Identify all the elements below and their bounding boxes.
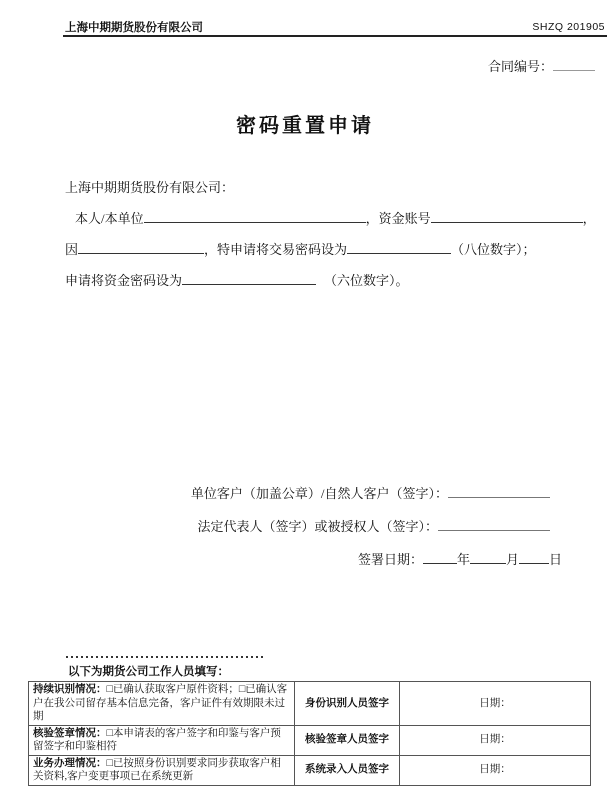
trade-password-label: ，特申请将交易密码设为 (204, 242, 348, 257)
applicant-name-blank[interactable] (144, 209, 366, 223)
identification-situation-text: □已确认获取客户原件资料；□已确认客户在我公司留存基本信息完备，客户证件有效期限未过期 (33, 684, 288, 722)
page-title: 密码重置申请 (236, 115, 374, 137)
header-doc-code: SHZQ 201905 (532, 21, 605, 33)
dotted-separator (66, 656, 266, 658)
identification-situation-label: 持续识别情况： (33, 683, 107, 695)
contract-number-line (488, 56, 595, 75)
body-line-3 (65, 265, 610, 296)
business-processing-situation-text: □已按照身份识别要求同步获取客户相关资料,客户变更事项已在系统更新 (33, 757, 281, 782)
trade-password-blank[interactable] (347, 240, 451, 254)
identification-date-cell[interactable]: 日期： (400, 682, 591, 726)
eight-digit-note: （八位数字）； (451, 242, 536, 257)
seal-verification-situation-text: □本申请表的客户签字和印鉴与客户预留签字和印鉴相符 (33, 727, 281, 752)
signing-date-label: 签署日期： (357, 552, 423, 567)
seal-verification-situation-cell (29, 725, 295, 755)
staff-section-heading: 以下为期货公司工作人员填写： (68, 666, 229, 678)
date-month-blank[interactable] (470, 550, 506, 564)
header-rule (63, 35, 607, 37)
signing-date-line (191, 543, 562, 576)
client-signature-blank[interactable] (448, 484, 550, 498)
capital-account-label: ，资金账号 (365, 211, 431, 226)
day-label: 日 (548, 552, 562, 567)
client-signature-label: 单位客户（加盖公章）/自然人客户（签字）： (190, 486, 448, 501)
six-digit-note: （六位数字）。 (324, 273, 409, 288)
table-row-identification (29, 682, 591, 726)
business-processing-situation-label: 业务办理情况： (33, 756, 107, 769)
fund-password-label: 申请将资金密码设为 (65, 273, 183, 288)
identification-signer-label: 身份识别人员签字 (295, 682, 400, 726)
year-label: 年 (456, 552, 470, 567)
body-line-1 (65, 203, 610, 234)
body-line-2 (65, 234, 610, 265)
business-processing-signer-label: 系统录入人员签字 (295, 755, 400, 785)
contract-number-blank[interactable] (553, 57, 595, 71)
legal-rep-signature-label: 法定代表人（签字）或被授权人（签字）： (197, 519, 438, 534)
business-processing-date-cell[interactable]: 日期： (400, 755, 591, 785)
date-year-blank[interactable] (423, 550, 457, 564)
signature-block (190, 477, 562, 576)
legal-rep-signature-line (191, 510, 550, 543)
seal-verification-situation-label: 核验签章情况： (33, 726, 107, 739)
application-body (65, 203, 610, 296)
legal-rep-signature-blank[interactable] (438, 517, 550, 531)
seal-verification-signer-label: 核验签章人员签字 (295, 725, 400, 755)
contract-number-label: 合同编号： (487, 59, 553, 74)
table-row-seal-verification (29, 725, 591, 755)
month-label: 月 (505, 552, 519, 567)
date-day-blank[interactable] (519, 550, 549, 564)
capital-account-blank[interactable] (431, 209, 583, 223)
seal-verification-date-cell[interactable]: 日期： (400, 725, 591, 755)
table-row-business-processing (29, 755, 591, 785)
staff-table (28, 681, 591, 786)
header-company-name: 上海中期期货股份有限公司 (65, 22, 203, 34)
applicant-label: 本人/本单位 (75, 211, 144, 226)
line1-comma: ， (582, 211, 596, 226)
business-processing-situation-cell (29, 755, 295, 785)
reason-label: 因 (65, 242, 79, 257)
reason-blank[interactable] (78, 240, 204, 254)
fund-password-blank[interactable] (182, 271, 316, 285)
salutation: 上海中期期货股份有限公司： (65, 180, 235, 195)
identification-situation-cell (29, 682, 295, 726)
client-signature-line (191, 477, 550, 510)
